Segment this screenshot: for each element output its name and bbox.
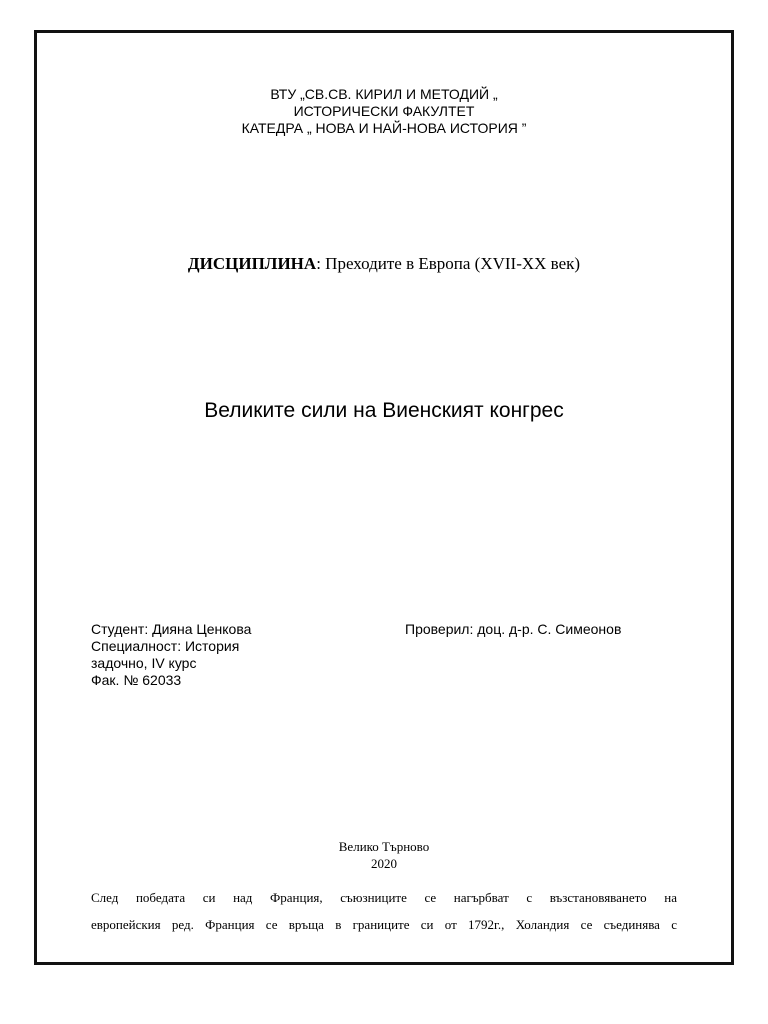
page-border: [34, 30, 734, 965]
city: Велико Търново: [338, 839, 430, 854]
document-title: Великите сили на Виенският конгрес: [204, 399, 564, 422]
student-course: задочно, IV курс: [91, 655, 197, 671]
place-and-year: [0, 838, 768, 872]
faculty-name: ИСТОРИЧЕСКИ ФАКУЛТЕТ: [293, 103, 475, 119]
body-line: европейския ред. Франция се връща в границите си от 1792г., Холандия се съединява с: [91, 917, 677, 932]
body-line: След победата си над Франция, съюзниците се нагърбват с възстановяването на: [91, 890, 677, 905]
student-specialty: Специалност: История: [91, 638, 240, 654]
discipline-value: : Преходите в Европа (XVII-XX век): [316, 254, 581, 273]
university-name: ВТУ „СВ.СВ. КИРИЛ И МЕТОДИЙ „: [270, 86, 498, 102]
institution-header: [0, 86, 768, 137]
checker-info: Проверил: доц. д-р. С. Симеонов: [405, 621, 622, 637]
discipline-label: ДИСЦИПЛИНА: [187, 254, 317, 273]
year: 2020: [371, 856, 397, 871]
discipline-line: [0, 254, 768, 274]
body-paragraph: [91, 884, 677, 938]
student-info: [91, 621, 251, 689]
student-fac-no: Фак. № 62033: [91, 672, 182, 688]
department-name: КАТЕДРА „ НОВА И НАЙ-НОВА ИСТОРИЯ ”: [241, 120, 527, 136]
student-name: Студент: Дияна Ценкова: [91, 621, 252, 637]
